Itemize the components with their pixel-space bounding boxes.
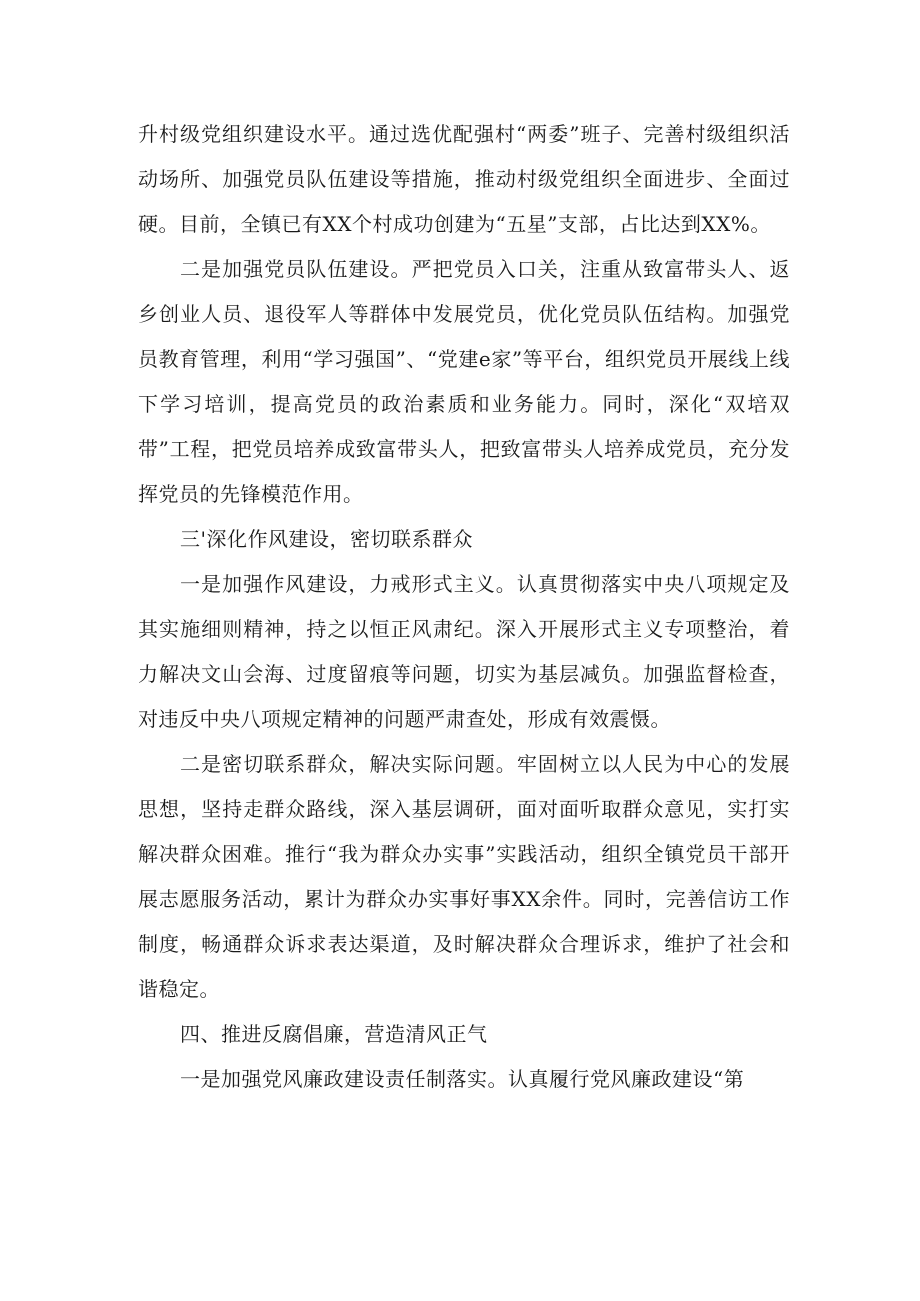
- section-heading-work-style: 三'深化作风建设，密切联系群众: [180, 527, 473, 551]
- paragraph-village-party-building: 升村级党组织建设水平。通过选优配强村“两委”班子、完善村级组织活动场所、加强党员队伍建设等措施，推动村级党组织全面进步、全面过硬。目前，全镇已有XX个村成功创建为“五星”支部，占比达到XX%。: [138, 122, 790, 236]
- section-heading-anti-corruption: 四、推进反腐倡廉，营造清风正气: [180, 1022, 488, 1046]
- paragraph-clean-governance: 一是加强党风廉政建设责任制落实。认真履行党风廉政建设“第: [180, 1067, 745, 1091]
- paragraph-work-style-formalism: 一是加强作风建设，力戒形式主义。认真贯彻落实中央八项规定及其实施细则精神，持之以恒正风肃纪。深入开展形式主义专项整治，着力解决文山会海、过度留痕等问题，切实为基层减负。加强监督检查，对违反中央八项规定精神的问题严肃查处，形成有效震慑。: [138, 572, 790, 731]
- paragraph-party-member-team: 二是加强党员队伍建设。严把党员入口关，注重从致富带头人、返乡创业人员、退役军人等群体中发展党员，优化党员队伍结构。加强党员教育管理，利用“学习强国”、“党建e家”等平台，组织党员开展线上线下学习培训，提高党员的政治素质和业务能力。同时，深化“双培双带”工程，把党员培养成致富带头人，把致富带头人培养成党员，充分发挥党员的先锋模范作用。: [138, 257, 790, 506]
- document-body: [138, 112, 790, 1102]
- paragraph-contact-masses: 二是密切联系群众，解决实际问题。牢固树立以人民为中心的发展思想，坚持走群众路线，深入基层调研，面对面听取群众意见，实打实解决群众困难。推行“我为群众办实事”实践活动，组织全镇党员干部开展志愿服务活动，累计为群众办实事好事XX余件。同时，完善信访工作制度，畅通群众诉求表达渠道，及时解决群众合理诉求，维护了社会和谐稳定。: [138, 752, 790, 1001]
